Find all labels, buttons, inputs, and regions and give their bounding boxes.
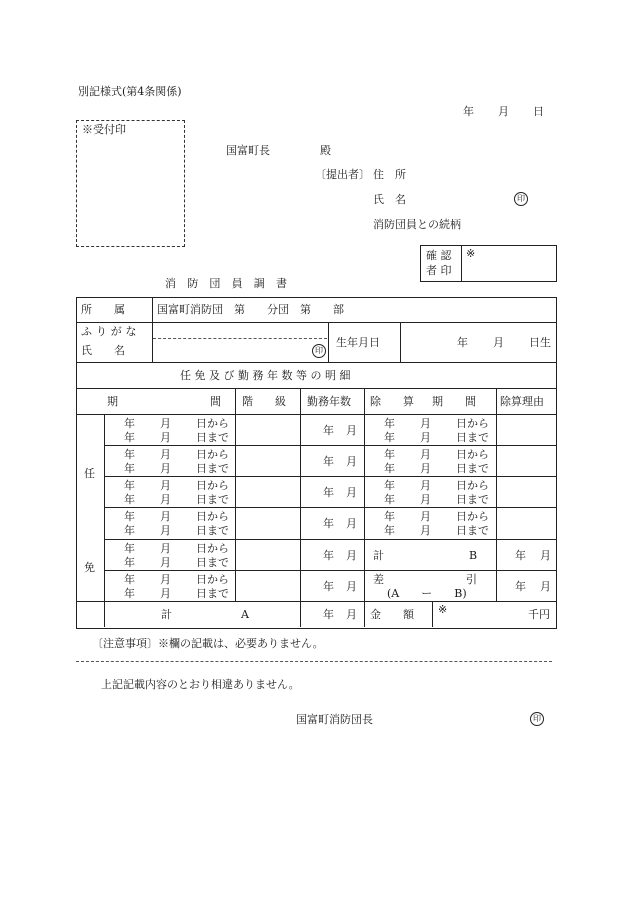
row4-excl-from-month: 月 <box>420 510 431 523</box>
submitter-name-label: 氏 名 <box>373 193 406 206</box>
row3-excl-from-year: 年 <box>384 479 395 492</box>
row4-to-month: 月 <box>160 524 171 537</box>
signer-seal-icon: 印 <box>530 712 544 726</box>
confirmation-text: 上記記載内容のとおり相違ありません。 <box>101 678 300 691</box>
row1-excl-to-day: 日まで <box>456 431 489 444</box>
row2-to-day: 日まで <box>196 462 229 475</box>
birth-day: 日生 <box>529 336 551 349</box>
side-label-nin: 任 <box>84 467 95 480</box>
hline-row4 <box>104 539 556 540</box>
row1-excl-to-year: 年 <box>384 431 395 444</box>
vline-birth-right <box>400 322 401 363</box>
total-a: A <box>241 608 249 621</box>
diff-years-nen: 年 <box>515 580 526 593</box>
row3-excl-to-year: 年 <box>384 493 395 506</box>
affiliation-value[interactable]: 国富町消防団 第 分団 第 部 <box>157 303 344 316</box>
row1-to-month: 月 <box>160 431 171 444</box>
confirm-mark: ※ <box>466 247 476 260</box>
row4-excl-from-day: 日から <box>456 510 489 523</box>
col-years: 勤務年数 <box>307 395 351 408</box>
row1-excl-from-day: 日から <box>456 417 489 430</box>
cut-line <box>76 661 552 662</box>
receipt-stamp-box[interactable] <box>76 120 185 247</box>
furigana-label: ふりがな <box>81 325 141 338</box>
row2-excl-to-day: 日まで <box>456 462 489 475</box>
diff-formula: (A ー B) <box>387 587 467 600</box>
row2-years-nen: 年 <box>323 455 334 468</box>
row3-excl-from-day: 日から <box>456 479 489 492</box>
addressee-name: 国富町長 <box>226 144 270 157</box>
row1-excl-from-year: 年 <box>384 417 395 430</box>
row2-to-month: 月 <box>160 462 171 475</box>
row3-excl-from-month: 月 <box>420 479 431 492</box>
affiliation-label: 所 属 <box>81 303 125 316</box>
row2-excl-from-year: 年 <box>384 448 395 461</box>
row1-from-year: 年 <box>124 417 135 430</box>
hline-col-header <box>76 414 556 415</box>
submitter-seal-icon: 印 <box>514 192 528 206</box>
diff-hiki: 引 <box>466 573 477 586</box>
row5-to-month: 月 <box>160 556 171 569</box>
row3-excl-to-month: 月 <box>420 493 431 506</box>
row4-excl-to-day: 日まで <box>456 524 489 537</box>
row2-excl-to-month: 月 <box>420 462 431 475</box>
total-years-nen: 年 <box>323 608 334 621</box>
col-period-end: 間 <box>210 395 221 408</box>
vline-birth-left <box>328 322 329 363</box>
furigana-divider <box>153 338 327 339</box>
birth-label: 生年月日 <box>336 336 380 349</box>
row6-years-tsuki: 月 <box>346 580 357 593</box>
row1-excl-to-month: 月 <box>420 431 431 444</box>
row1-from-day: 日から <box>196 417 229 430</box>
row2-excl-to-year: 年 <box>384 462 395 475</box>
sum-label: 計 <box>373 549 384 562</box>
sum-b: B <box>469 549 478 562</box>
row2-from-month: 月 <box>160 448 171 461</box>
date-month: 月 <box>498 105 509 118</box>
hline-row2 <box>104 476 556 477</box>
name-seal-icon: 印 <box>312 344 326 358</box>
col-reason: 除算理由 <box>500 395 544 408</box>
sum-years-nen: 年 <box>515 549 526 562</box>
row3-to-year: 年 <box>124 493 135 506</box>
submitter-relation-label: 消防団員との続柄 <box>373 218 461 231</box>
row4-excl-to-month: 月 <box>420 524 431 537</box>
row2-years-tsuki: 月 <box>346 455 357 468</box>
diff-years-tsuki: 月 <box>540 580 551 593</box>
row6-years-nen: 年 <box>323 580 334 593</box>
row3-years-nen: 年 <box>323 486 334 499</box>
total-label: 計 <box>161 608 172 621</box>
row4-excl-to-year: 年 <box>384 524 395 537</box>
side-label-men: 免 <box>84 561 95 574</box>
row2-excl-from-day: 日から <box>456 448 489 461</box>
amount-label: 金 額 <box>370 608 414 621</box>
confirm-label-line1: 確 認 <box>426 249 452 262</box>
row3-to-month: 月 <box>160 493 171 506</box>
vline-amount <box>432 601 433 627</box>
hline-row5 <box>104 570 556 571</box>
row6-from-month: 月 <box>160 573 171 586</box>
row1-years-nen: 年 <box>323 424 334 437</box>
vline-label-col <box>152 297 153 363</box>
date-year: 年 <box>463 105 474 118</box>
name-label: 氏 名 <box>81 344 125 357</box>
col-rank: 階 級 <box>242 395 286 408</box>
row2-to-year: 年 <box>124 462 135 475</box>
row4-to-day: 日まで <box>196 524 229 537</box>
row3-from-year: 年 <box>124 479 135 492</box>
submitter-label: 〔提出者〕 <box>315 168 370 181</box>
row5-to-day: 日まで <box>196 556 229 569</box>
receipt-label: ※受付印 <box>82 123 126 136</box>
birth-year: 年 <box>457 336 468 349</box>
row2-excl-from-month: 月 <box>420 448 431 461</box>
row4-to-year: 年 <box>124 524 135 537</box>
sum-years-tsuki: 月 <box>540 549 551 562</box>
hline-row3 <box>104 507 556 508</box>
row4-from-day: 日から <box>196 510 229 523</box>
form-label: 別記様式(第4条関係) <box>78 85 182 98</box>
amount-unit: 千円 <box>528 608 550 621</box>
birth-month: 月 <box>493 336 504 349</box>
row1-from-month: 月 <box>160 417 171 430</box>
col-exclusion-a: 除 算 <box>370 395 414 408</box>
col-period-start: 期 <box>107 395 118 408</box>
row4-years-tsuki: 月 <box>346 517 357 530</box>
row5-years-tsuki: 月 <box>346 549 357 562</box>
row1-to-day: 日まで <box>196 431 229 444</box>
row5-from-month: 月 <box>160 542 171 555</box>
signer-title: 国富町消防団長 <box>296 713 373 726</box>
row6-to-year: 年 <box>124 587 135 600</box>
row2-from-day: 日から <box>196 448 229 461</box>
amount-mark: ※ <box>438 603 448 616</box>
row5-to-year: 年 <box>124 556 135 569</box>
row5-from-year: 年 <box>124 542 135 555</box>
row3-years-tsuki: 月 <box>346 486 357 499</box>
row6-from-year: 年 <box>124 573 135 586</box>
row5-from-day: 日から <box>196 542 229 555</box>
confirm-label-line2: 者 印 <box>426 264 452 277</box>
row3-from-day: 日から <box>196 479 229 492</box>
date-day: 日 <box>533 105 544 118</box>
addressee-honorific: 殿 <box>320 144 331 157</box>
row4-from-year: 年 <box>124 510 135 523</box>
row3-excl-to-day: 日まで <box>456 493 489 506</box>
row1-to-year: 年 <box>124 431 135 444</box>
row5-years-nen: 年 <box>323 549 334 562</box>
caution-note: 〔注意事項〕※欄の記載は、必要ありません。 <box>92 637 324 650</box>
total-years-tsuki: 月 <box>346 608 357 621</box>
submitter-address-label: 住 所 <box>373 168 406 181</box>
detail-title: 任 免 及 び 勤 務 年 数 等 の 明 細 <box>180 369 351 382</box>
diff-label: 差 <box>373 573 384 586</box>
row6-to-day: 日まで <box>196 587 229 600</box>
hline-row1 <box>104 445 556 446</box>
document-title: 消 防 団 員 調 書 <box>165 277 291 290</box>
row6-to-month: 月 <box>160 587 171 600</box>
row4-from-month: 月 <box>160 510 171 523</box>
confirm-divider <box>461 245 462 281</box>
row1-excl-from-month: 月 <box>420 417 431 430</box>
row3-from-month: 月 <box>160 479 171 492</box>
hline-detail-title <box>76 388 556 389</box>
row4-excl-from-year: 年 <box>384 510 395 523</box>
row1-years-tsuki: 月 <box>346 424 357 437</box>
row2-from-year: 年 <box>124 448 135 461</box>
hline-name <box>76 362 556 363</box>
row4-years-nen: 年 <box>323 517 334 530</box>
row3-to-day: 日まで <box>196 493 229 506</box>
hline-affiliation <box>76 322 556 323</box>
col-exclusion-b: 期 間 <box>432 395 476 408</box>
row6-from-day: 日から <box>196 573 229 586</box>
hline-total <box>76 601 556 602</box>
